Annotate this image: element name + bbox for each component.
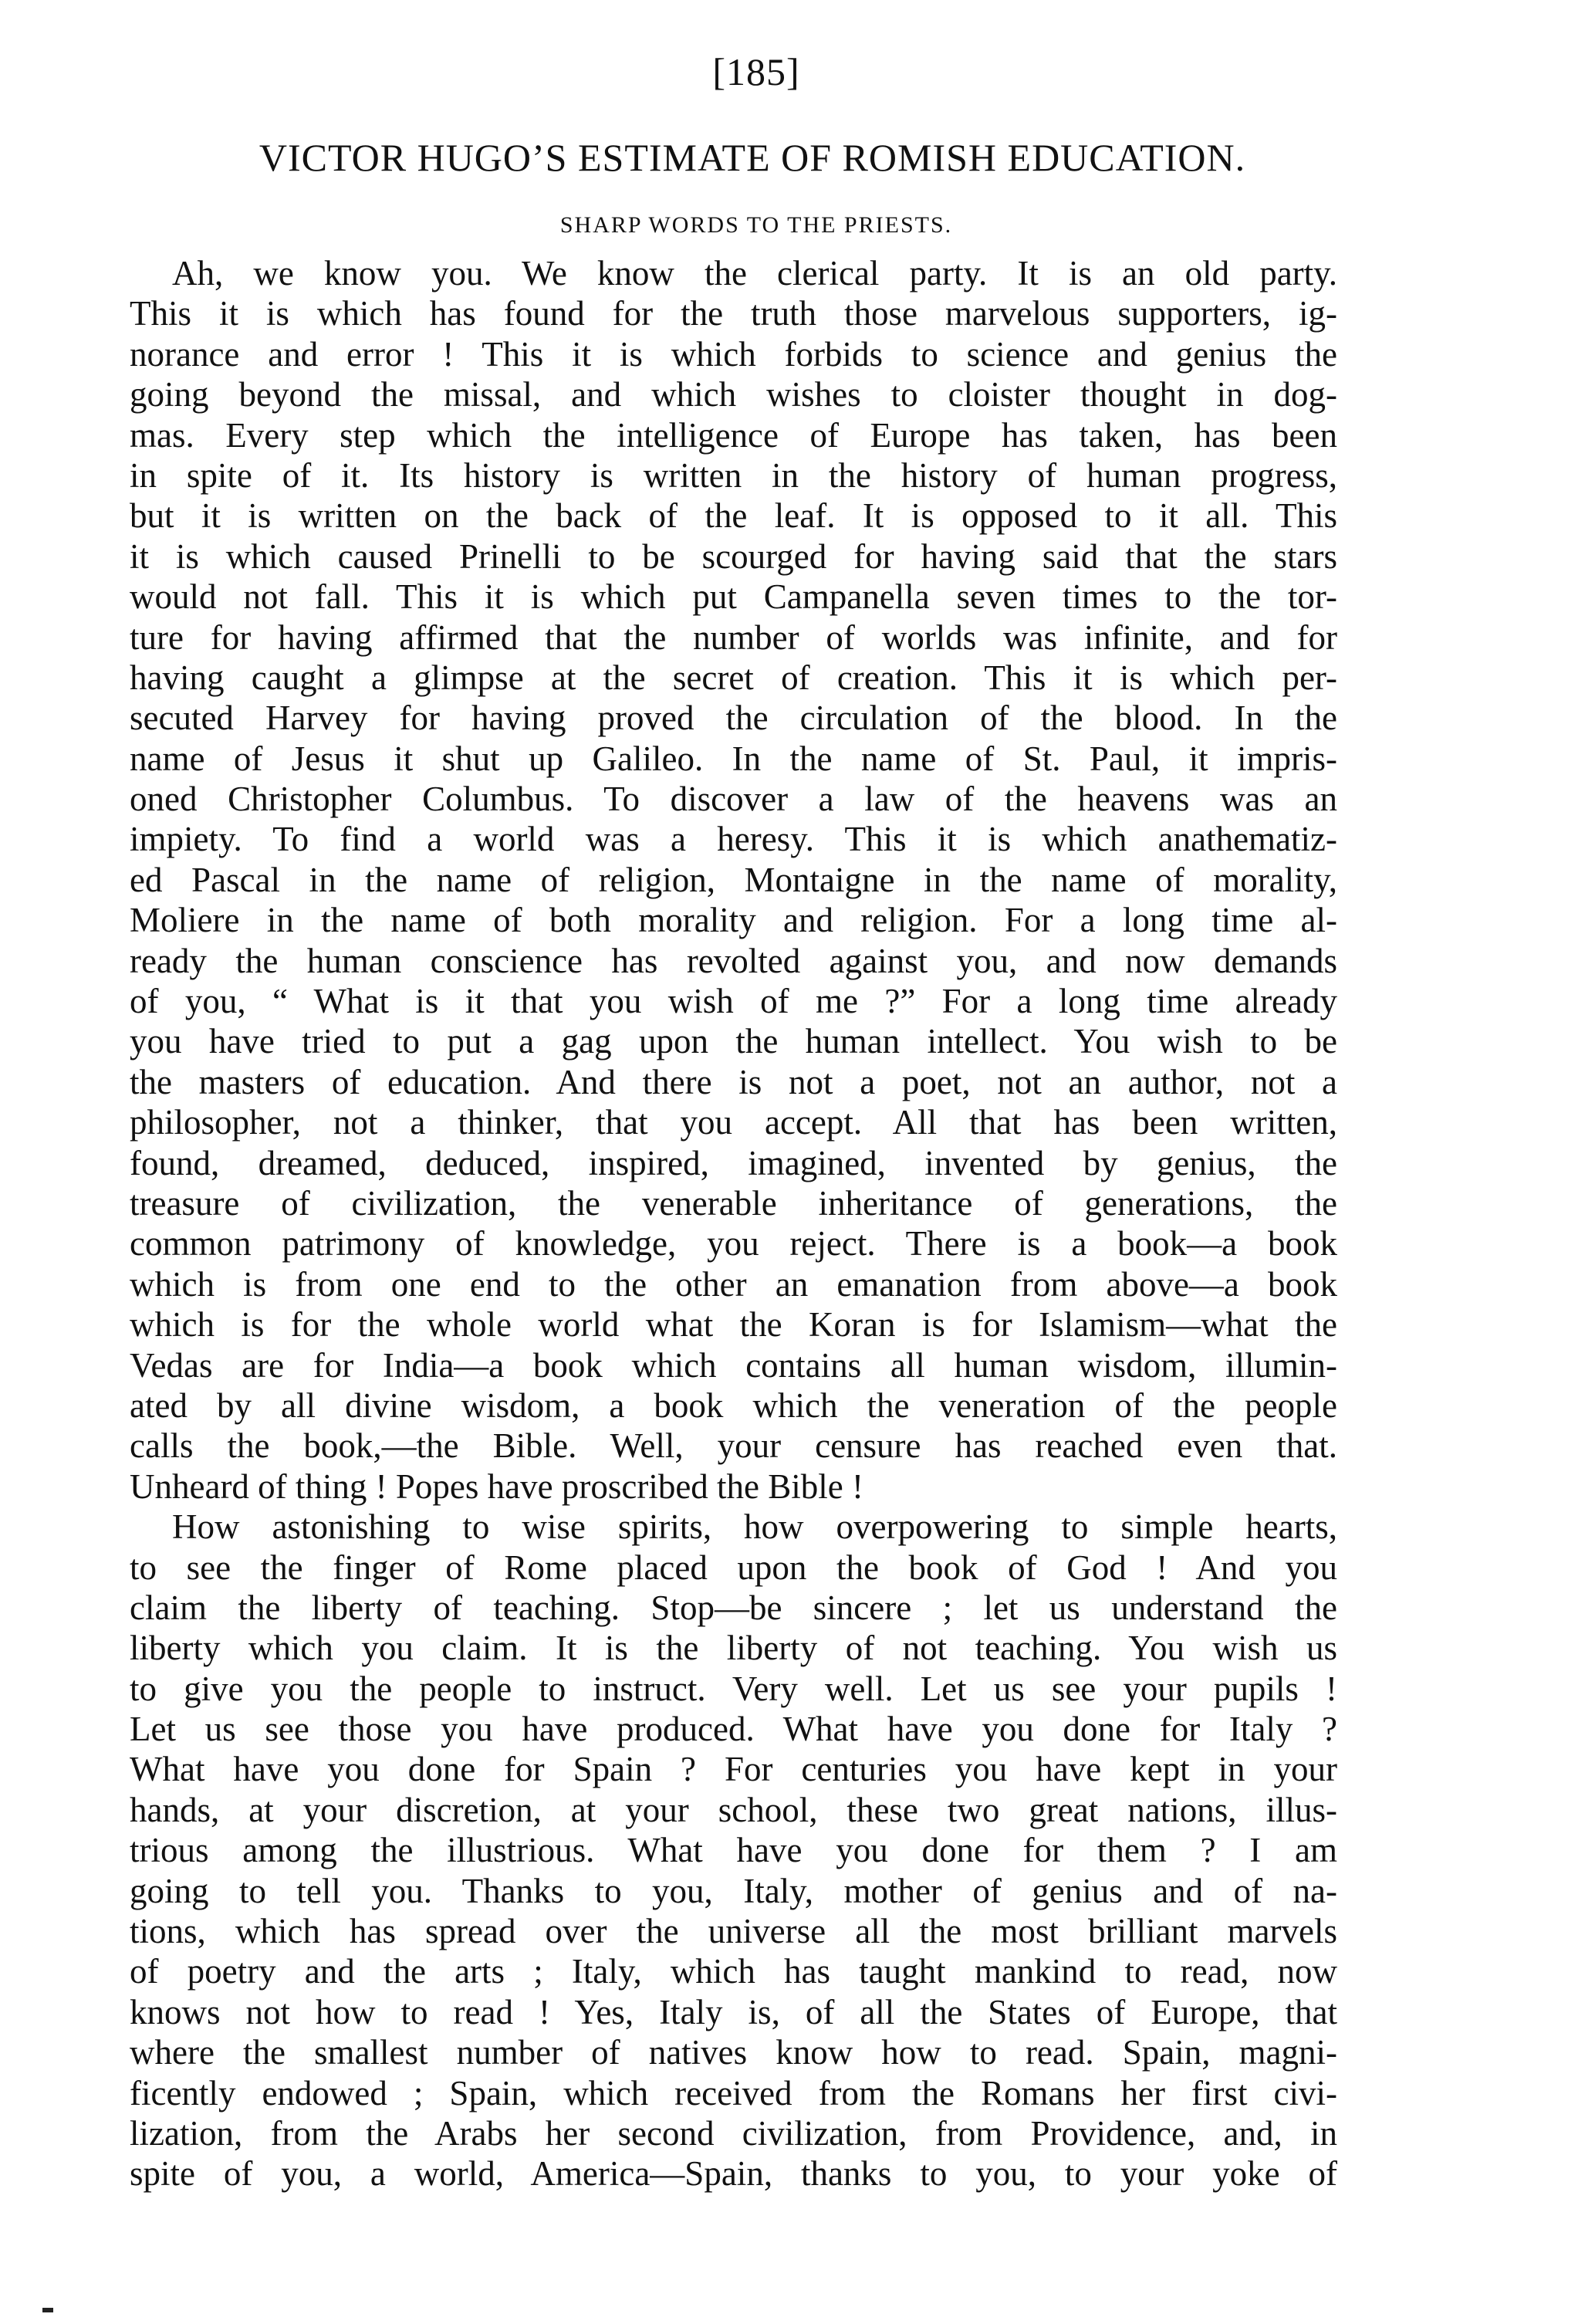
text-line: ed Pascal in the name of religion, Montaigne in the name of morality,: [130, 860, 1337, 899]
text-line: going to tell you. Thanks to you, Italy, mother of genius and of na-: [130, 1871, 1337, 1910]
text-line: Moliere in the name of both morality and religion. For a long time al-: [130, 901, 1337, 940]
text-line: to give you the people to instruct. Very well. Let us see your pupils !: [130, 1669, 1337, 1708]
text-line: norance and error ! This it is which forbids to science and genius the: [130, 334, 1337, 374]
text-line: of poetry and the arts ; Italy, which has taught mankind to read, now: [130, 1952, 1337, 1991]
text-line: This it is which has found for the truth those marvelous supporters, ig-: [130, 294, 1337, 333]
text-line: to see the finger of Rome placed upon the book of God ! And you: [130, 1548, 1337, 1587]
text-line: hands, at your discretion, at your school, these two great nations, illus-: [130, 1790, 1337, 1829]
text-line: but it is written on the back of the leaf. It is opposed to it all. This: [130, 496, 1337, 536]
text-line: claim the liberty of teaching. Stop—be sincere ; let us understand the: [130, 1588, 1337, 1627]
text-line: oned Christopher Columbus. To discover a law of the heavens was an: [130, 780, 1337, 819]
text-line: Unheard of thing ! Popes have proscribed the Bible !: [130, 1466, 863, 1506]
text-line: name of Jesus it shut up Galileo. In the name of St. Paul, it impris-: [130, 739, 1337, 778]
text-line: ture for having affirmed that the number of worlds was infinite, and for: [130, 617, 1337, 657]
article-subtitle: SHARP WORDS TO THE PRIESTS.: [559, 212, 953, 238]
text-line: ready the human conscience has revolted against you, and now demands: [130, 941, 1337, 980]
text-line: calls the book,—the Bible. Well, your censure has reached even that.: [130, 1426, 1337, 1466]
text-line: knows not how to read ! Yes, Italy is, of all the States of Europe, that: [130, 1992, 1337, 2031]
text-line: the masters of education. And there is not a poet, not an author, not a: [130, 1062, 1337, 1101]
text-line: which is from one end to the other an emanation from above—a book: [130, 1264, 1337, 1304]
text-line: where the smallest number of natives know how to read. Spain, magni-: [130, 2033, 1337, 2072]
text-line: you have tried to put a gag upon the human intellect. You wish to be: [130, 1022, 1337, 1061]
text-line: ated by all divine wisdom, a book which the veneration of the people: [130, 1385, 1337, 1425]
text-line: liberty which you claim. It is the liberty of not teaching. You wish us: [130, 1629, 1337, 1668]
text-line: having caught a glimpse at the secret of creation. This it is which per-: [130, 658, 1337, 697]
article-body: [130, 253, 1337, 2194]
text-line: it is which caused Prinelli to be scourged for having said that the stars: [130, 536, 1337, 576]
text-line: Ah, we know you. We know the clerical party. It is an old party.: [172, 254, 1337, 293]
text-line: found, dreamed, deduced, inspired, imagined, invented by genius, the: [130, 1143, 1337, 1182]
text-line: going beyond the missal, and which wishes to cloister thought in dog-: [130, 375, 1337, 414]
text-line: mas. Every step which the intelligence of Europe has taken, has been: [130, 415, 1337, 455]
text-line: common patrimony of knowledge, you reject. There is a book—a book: [130, 1224, 1337, 1263]
text-line: Let us see those you have produced. What have you done for Italy ?: [130, 1710, 1337, 1749]
text-line: treasure of civilization, the venerable inheritance of generations, the: [130, 1183, 1337, 1223]
text-line: would not fall. This it is which put Campanella seven times to the tor-: [130, 577, 1337, 617]
text-line: How astonishing to wise spirits, how overpowering to simple hearts,: [172, 1507, 1337, 1547]
text-line: lization, from the Arabs her second civilization, from Providence, and, in: [130, 2113, 1337, 2153]
text-line: trious among the illustrious. What have you done for them ? I am: [130, 1831, 1337, 1870]
text-line: What have you done for Spain ? For centuries you have kept in your: [130, 1750, 1337, 1789]
text-line: philosopher, not a thinker, that you accept. All that has been written,: [130, 1103, 1337, 1142]
text-line: which is for the whole world what the Koran is for Islamism—what the: [130, 1305, 1337, 1345]
text-line: spite of you, a world, America—Spain, thanks to you, to your yoke of: [130, 2154, 1337, 2194]
article-title: VICTOR HUGO’S ESTIMATE OF ROMISH EDUCATION.: [259, 136, 1246, 179]
text-line: ficently endowed ; Spain, which received from the Romans her first civi-: [130, 2073, 1337, 2113]
text-line: in spite of it. Its history is written in the history of human progress,: [130, 455, 1337, 495]
text-line: impiety. To find a world was a heresy. This it is which anathematiz-: [130, 820, 1337, 859]
margin-mark: [42, 2308, 53, 2312]
text-line: secuted Harvey for having proved the circulation of the blood. In the: [130, 699, 1337, 738]
page-number: [185]: [712, 50, 800, 93]
text-line: Vedas are for India—a book which contains all human wisdom, illumin-: [130, 1345, 1337, 1385]
text-line: of you, “ What is it that you wish of me ?” For a long time already: [130, 982, 1337, 1021]
text-line: tions, which has spread over the universe all the most brilliant marvels: [130, 1912, 1337, 1951]
